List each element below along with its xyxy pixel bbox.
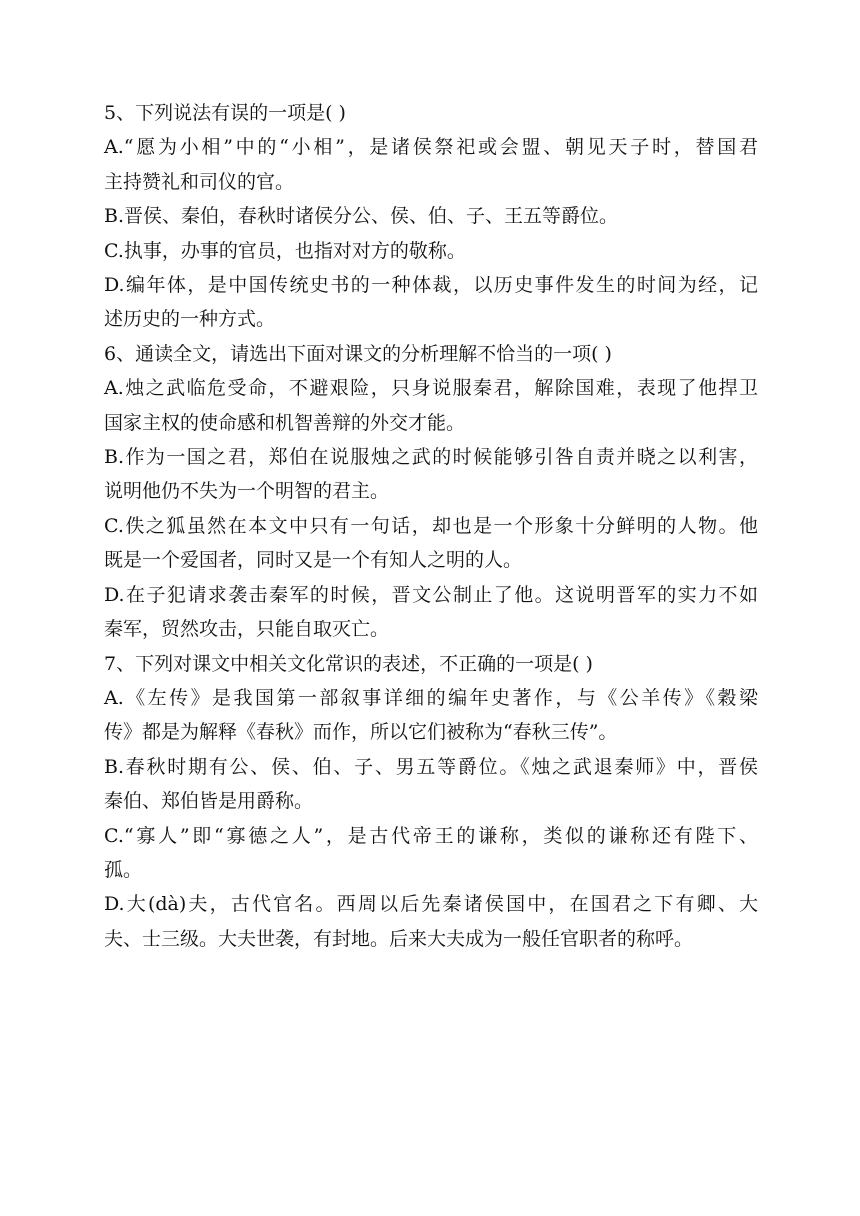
option-b <box>104 750 758 819</box>
option-line: 孤。 <box>104 858 143 881</box>
question-stem: 7、下列对课文中相关文化常识的表述，不正确的一项是( ) <box>104 652 593 675</box>
question-5 <box>104 96 758 337</box>
option-c <box>104 234 758 268</box>
option-line: 既是一个爱国者，同时又是一个有知人之明的人。 <box>104 549 523 572</box>
option-line: C.“寡人”即“寡德之人”，是古代帝王的谦称，类似的谦称还有陛下、 <box>104 824 758 847</box>
option-line: D.大(dà)夫，古代官名。西周以后先秦诸侯国中，在国君之下有卿、大 <box>104 893 758 916</box>
option-line: 秦军，贸然攻击，只能自取灭亡。 <box>104 618 390 641</box>
option-c <box>104 509 758 578</box>
option-line: 夫、士三级。大夫世袭，有封地。后来大夫成为一般任官职者的称呼。 <box>104 927 694 950</box>
option-line: A.《左传》是我国第一部叙事详细的编年史著作，与《公羊传》《穀梁 <box>104 686 758 709</box>
option-d <box>104 268 758 337</box>
option-line: A.“愿为小相”中的“小相”，是诸侯祭祀或会盟、朝见天子时，替国君 <box>104 136 758 159</box>
option-line: 传》都是为解释《春秋》而作，所以它们被称为“春秋三传”。 <box>104 721 618 744</box>
option-b <box>104 440 758 509</box>
option-line: D.在子犯请求袭击秦军的时候，晋文公制止了他。这说明晋军的实力不如 <box>104 583 758 606</box>
option-line: B.作为一国之君，郑伯在说服烛之武的时候能够引咎自责并晓之以利害， <box>104 446 758 469</box>
option-line: 说明他仍不失为一个明智的君主。 <box>104 480 390 503</box>
option-d <box>104 887 758 956</box>
question-6 <box>104 337 758 647</box>
option-line: D.编年体，是中国传统史书的一种体裁，以历史事件发生的时间为经，记 <box>104 274 758 297</box>
option-line: 主持赞礼和司仪的官。 <box>104 170 295 193</box>
option-a <box>104 130 758 199</box>
option-line: 国家主权的使命感和机智善辩的外交才能。 <box>104 411 466 434</box>
option-b <box>104 199 758 233</box>
option-d <box>104 578 758 647</box>
option-line: B.晋侯、秦伯，春秋时诸侯分公、侯、伯、子、王五等爵位。 <box>104 205 619 228</box>
option-line: C.执事，办事的官员，也指对对方的敬称。 <box>104 239 466 262</box>
question-list <box>104 96 758 956</box>
question-stem: 6、通读全文，请选出下面对课文的分析理解不恰当的一项( ) <box>104 342 612 365</box>
question-7 <box>104 647 758 957</box>
option-line: C.佚之狐虽然在本文中只有一句话，却也是一个形象十分鲜明的人物。他 <box>104 514 758 537</box>
option-a <box>104 371 758 440</box>
option-line: 秦伯、郑伯皆是用爵称。 <box>104 790 314 813</box>
question-stem: 5、下列说法有误的一项是( ) <box>104 102 346 124</box>
option-line: A.烛之武临危受命，不避艰险，只身说服秦君，解除国难，表现了他捍卫 <box>104 377 758 400</box>
option-line: B.春秋时期有公、侯、伯、子、男五等爵位。《烛之武退秦师》中，晋侯 <box>104 755 758 778</box>
option-line: 述历史的一种方式。 <box>104 308 276 331</box>
option-a <box>104 681 758 750</box>
option-c <box>104 819 758 888</box>
